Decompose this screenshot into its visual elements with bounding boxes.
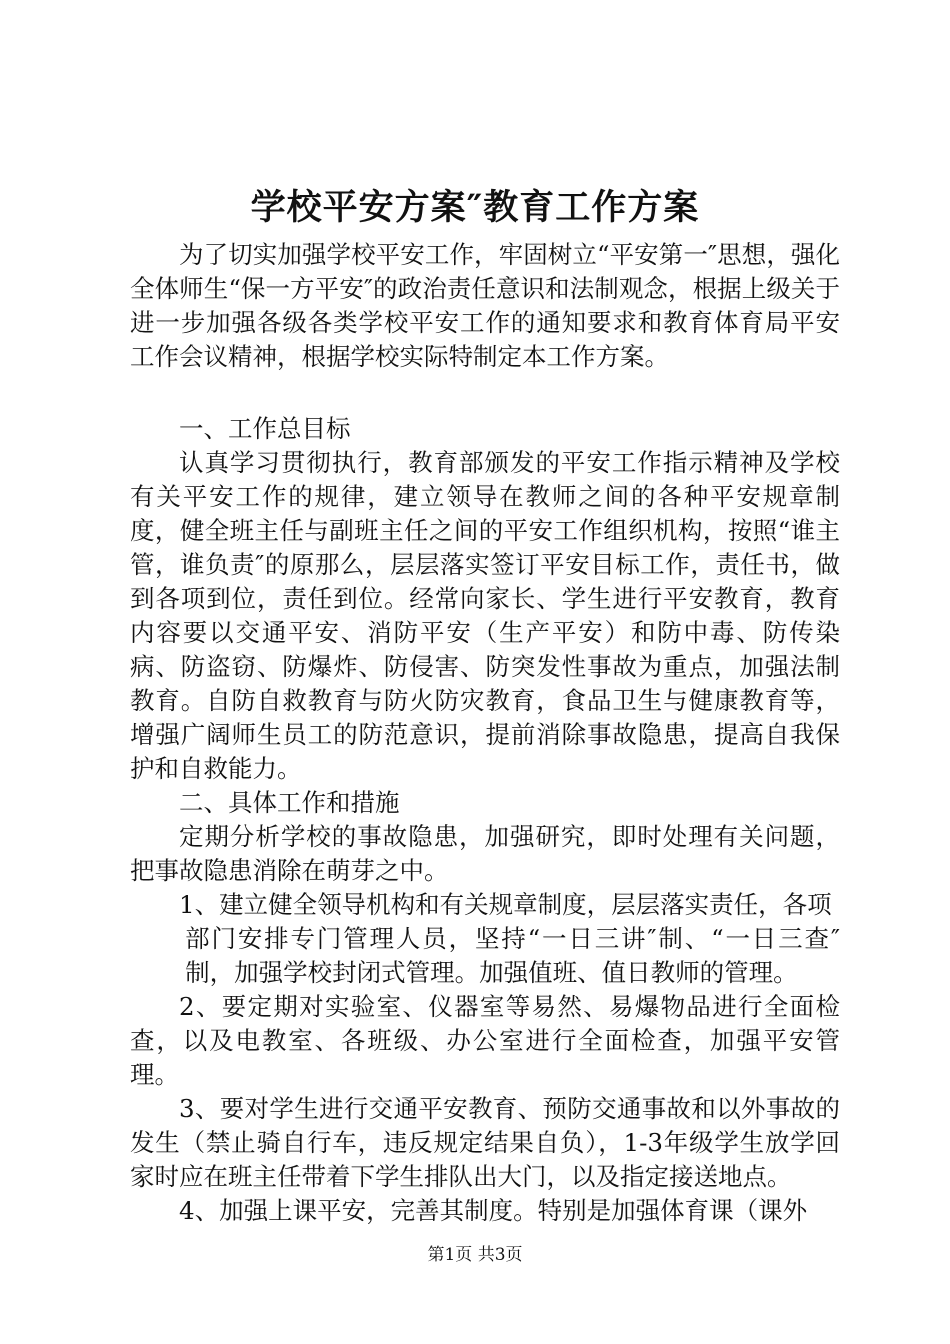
page-footer: 第1页 共3页 <box>427 1245 523 1265</box>
measure-item-1-continued: 部门安排专门管理人员，坚持“一日三讲″制、“一日三查″制，加强学校封闭式管理。加强值班、值日教师的管理。 <box>185 924 840 987</box>
section-heading-goals: 一、工作总目标 <box>179 414 351 443</box>
measure-item-2: 2、要定期对实验室、仪器室等易然、易爆物品进行全面检查，以及电教室、各班级、办公室进行全面检查，加强平安管理。 <box>130 992 840 1089</box>
measure-item-4: 4、加强上课平安，完善其制度。特别是加强体育课（课外 <box>179 1196 808 1225</box>
goals-paragraph: 认真学习贯彻执行，教育部颁发的平安工作指示精神及学校有关平安工作的规律，建立领导在教师之间的各种平安规章制度，健全班主任与副班主任之间的平安工作组织机构，按照“谁主管，谁负责″的原那么，层层落实签订平安目标工作，责任书，做到各项到位，责任到位。经常向家长、学生进行平安教育，教育内容要以交通平安、消防平安（生产平安）和防中毒、防传染病、防盗窃、防爆炸、防侵害、防突发性事故为重点，加强法制教育。自防自救教育与防火防灾教育，食品卫生与健康教育等，增强广阔师生员工的防范意识，提前消除事故隐患，提高自我保护和自救能力。 <box>130 448 840 783</box>
intro-paragraph: 为了切实加强学校平安工作，牢固树立“平安第一″思想，强化全体师生“保一方平安″的政治责任意识和法制观念，根据上级关于进一步加强各级各类学校平安工作的通知要求和教育体育局平安工作会议精神，根据学校实际特制定本工作方案。 <box>130 240 840 371</box>
measure-item-1: 1、建立健全领导机构和有关规章制度，层层落实责任，各项 <box>179 890 832 919</box>
measure-item-3: 3、要对学生进行交通平安教育、预防交通事故和以外事故的发生（禁止骑自行车，违反规定结果自负），1-3年级学生放学回家时应在班主任带着下学生排队出大门，以及指定接送地点。 <box>130 1094 840 1191</box>
document-body <box>130 238 840 1228</box>
document-title: 学校平安方案″教育工作方案 <box>250 187 700 228</box>
measures-intro-paragraph: 定期分析学校的事故隐患，加强研究，即时处理有关问题，把事故隐患消除在萌芽之中。 <box>130 822 840 885</box>
section-heading-measures: 二、具体工作和措施 <box>179 788 400 817</box>
